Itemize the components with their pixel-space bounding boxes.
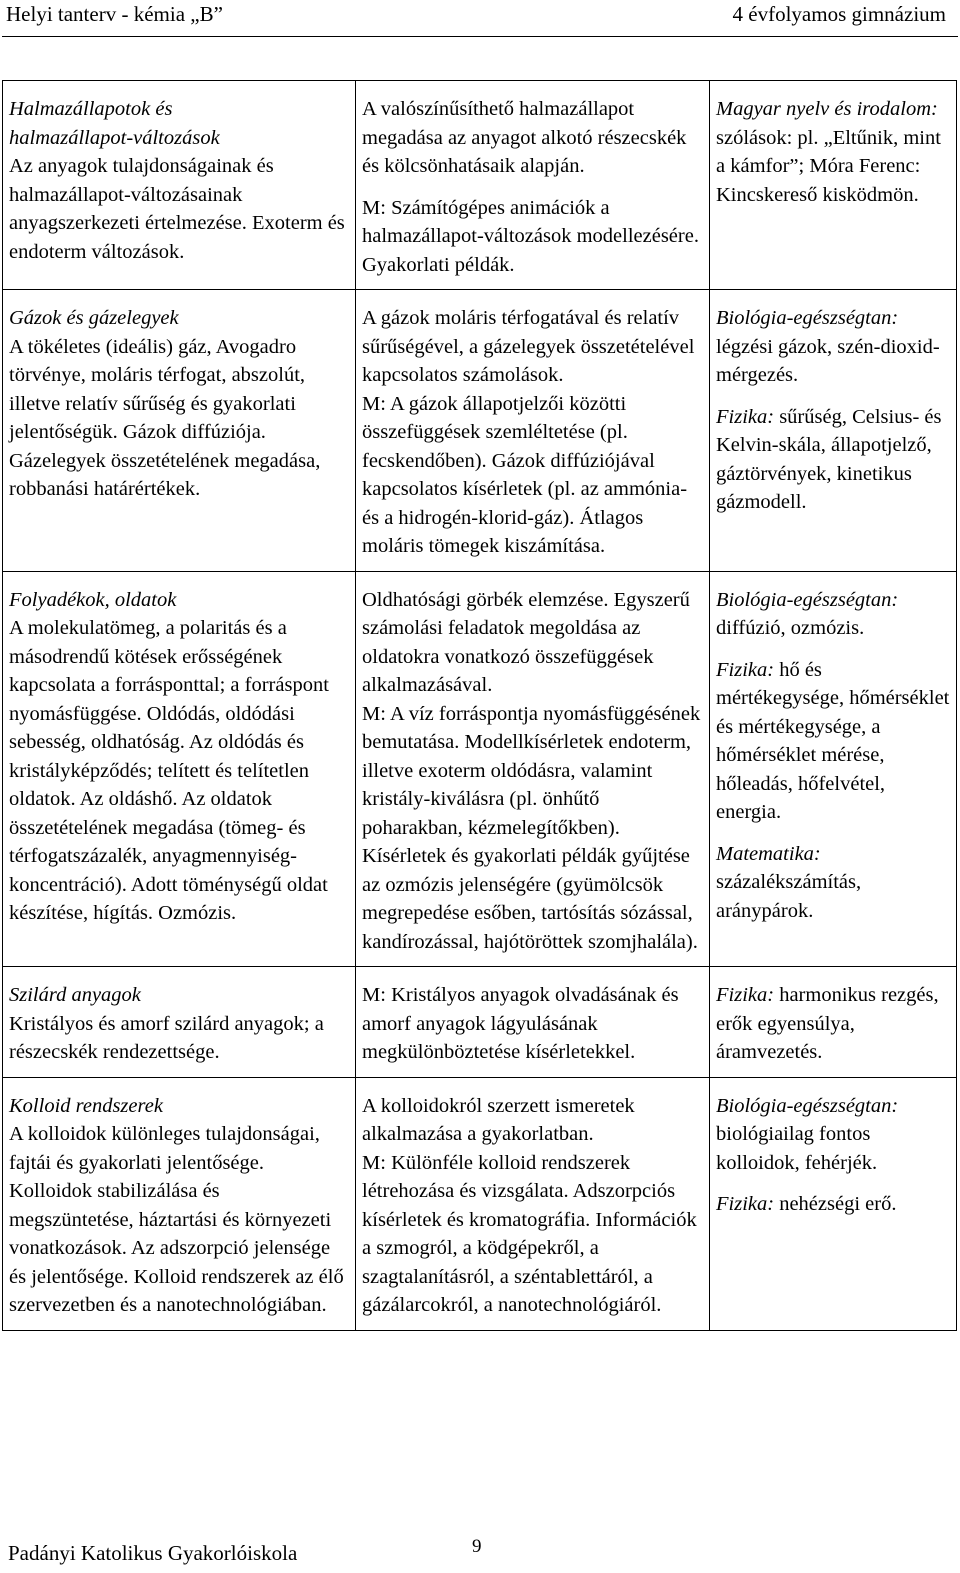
link-subject: Fizika:	[716, 1193, 775, 1215]
link-subject: Biológia-egészségtan:	[716, 307, 899, 329]
link-paragraph	[716, 656, 950, 827]
link-text: biológiailag fontos kolloidok, fehérjék.	[716, 1123, 878, 1174]
table-row	[3, 967, 957, 1078]
link-text: sűrűség, Celsius- és Kelvin-skála, állapotjelző, gáztörvények, kinetikus gázmodell.	[716, 405, 942, 513]
activity-paragraph	[362, 981, 703, 1067]
header-document-title: Helyi tanterv - kémia „B”	[6, 2, 223, 26]
link-subject: Matematika:	[716, 842, 821, 865]
activity-prefix: M:	[362, 392, 386, 415]
activity-paragraph	[362, 586, 703, 700]
link-text: légzési gázok, szén-dioxid-mérgezés.	[716, 335, 940, 386]
link-paragraph	[716, 1092, 950, 1178]
activity-paragraph	[362, 304, 703, 390]
table-row	[3, 1077, 957, 1330]
activity-paragraph	[362, 700, 703, 957]
activity-text: A víz forráspontja nyomásfüggésének bemutatása. Modellkísérletek endoterm, illetve exoterm oldódásra, valamint kristály-kiválásra (pl. önhűtő poharakban, kézmelegítőkben). Kísérletek és gyakorlati példák gyűjtése az ozmózis jelenségére (gyümölcsök megrepedése esőben, tartósítás sózással, kandírozással, hajótöröttek szomjhalála).	[362, 702, 701, 953]
link-text: százalékszámítás, aránypárok.	[716, 871, 862, 922]
activity-prefix: M:	[362, 984, 386, 1006]
link-paragraph	[716, 304, 950, 390]
link-subject: Biológia-egészségtan:	[716, 1094, 899, 1117]
topic-cell	[3, 571, 356, 967]
link-text: szólások: pl. „Eltűnik, mint a kámfor”; Móra Ferenc: Kincskereső kisködmön.	[716, 126, 941, 206]
topic-cell	[3, 81, 356, 290]
topic-cell	[3, 290, 356, 572]
activity-paragraph	[362, 390, 703, 561]
topic-title: Gázok és gázelegyek	[9, 307, 179, 329]
link-subject: Fizika:	[716, 405, 775, 428]
paragraph-gap	[362, 181, 703, 194]
activity-text: Számítógépes animációk a halmazállapot-változások modellezésére. Gyakorlati példák.	[362, 196, 699, 276]
footer-school-name: Padányi Katolikus Gyakorlóiskola	[8, 1541, 298, 1565]
topic-title: halmazállapot-változások	[9, 126, 220, 149]
link-text: harmonikus rezgés, erők egyensúlya, áramvezetés.	[716, 984, 939, 1063]
link-paragraph	[716, 403, 950, 517]
topic-title: Kolloid rendszerek	[9, 1094, 163, 1117]
activity-text: A valószínűsíthető halmazállapot megadása az anyagot alkotó részecskék és kölcsönhatásaik alapján.	[362, 98, 687, 177]
activity-text: Különféle kolloid rendszerek létrehozása és vizsgálata. Adszorpciós kísérletek és kromatográfia. Információk a szmogról, a ködgépekről, a szagtalanításról, a széntablettáról, a gázálarcokról, a nanotechnológiáról.	[362, 1151, 697, 1316]
links-cell	[710, 571, 957, 967]
topic-title: Halmazállapotok és	[9, 98, 173, 120]
page-header	[0, 0, 960, 30]
link-text: diffúzió, ozmózis.	[716, 617, 865, 639]
link-paragraph	[716, 1190, 950, 1219]
activity-text: A kolloidokról szerzett ismeretek alkalmazása a gyakorlatban.	[362, 1094, 635, 1145]
activities-cell	[356, 571, 710, 967]
link-subject: Biológia-egészségtan:	[716, 588, 899, 611]
topic-body: A tökéletes (ideális) gáz, Avogadro törvénye, moláris térfogat, abszolút, illetve relatív sűrűség és gyakorlati jelentőségük. Gázok diffúziója. Gázelegyek összetételének megadása, robbanási határértékek.	[9, 335, 321, 500]
link-paragraph	[716, 95, 950, 209]
link-subject: Fizika:	[716, 658, 775, 681]
paragraph-gap	[716, 390, 950, 403]
header-rule	[2, 36, 958, 37]
activity-paragraph	[362, 95, 703, 181]
topic-body: Kristályos és amorf szilárd anyagok; a részecskék rendezettsége.	[9, 1012, 324, 1063]
page-footer	[0, 1538, 960, 1572]
links-cell	[710, 967, 957, 1078]
paragraph-gap	[716, 827, 950, 840]
curriculum-table	[2, 80, 957, 1331]
links-cell	[710, 290, 957, 572]
topic-body: Az anyagok tulajdonságainak és halmazállapot-változásainak anyagszerkezeti értelmezése. Exoterm és endoterm változások.	[9, 155, 345, 263]
topic-cell	[3, 967, 356, 1078]
activity-text: Kristályos anyagok olvadásának és amorf anyagok lágyulásának megkülönböztetése kísérletekkel.	[362, 984, 679, 1063]
links-cell	[710, 81, 957, 290]
link-paragraph	[716, 981, 950, 1067]
activities-cell	[356, 290, 710, 572]
table-row	[3, 290, 957, 572]
page-number: 9	[472, 1536, 482, 1557]
activity-paragraph	[362, 194, 703, 280]
topic-cell	[3, 1077, 356, 1330]
link-subject: Magyar nyelv és irodalom:	[716, 98, 938, 120]
activity-prefix: M:	[362, 196, 386, 219]
link-subject: Fizika:	[716, 984, 775, 1006]
topic-title: Szilárd anyagok	[9, 984, 141, 1006]
topic-title: Folyadékok, oldatok	[9, 588, 177, 611]
link-paragraph	[716, 840, 950, 926]
topic-body: A molekulatömeg, a polaritás és a másodrendű kötések erősségének kapcsolata a forrásponttal; a forráspont nyomásfüggése. Oldódás, oldódási sebesség, oldhatóság. Az oldódás és kristályképződés; telített és telítetlen oldatok. Az oldáshő. Az oldatok összetételének megadása (tömeg- és térfogatszázalék, anyagmennyiség-koncentráció). Adott töménységű oldat készítése, hígítás. Ozmózis.	[9, 617, 329, 924]
paragraph-gap	[716, 1177, 950, 1190]
paragraph-gap	[716, 643, 950, 656]
activity-paragraph	[362, 1092, 703, 1149]
topic-body: A kolloidok különleges tulajdonságai, fajtái és gyakorlati jelentősége. Kolloidok stabilizálása és megszüntetése, háztartási és környezeti vonatkozások. Az adszorpció jelensége és jelentősége. Kolloid rendszerek az élő szervezetben és a nanotechnológiában.	[9, 1123, 344, 1316]
table-row	[3, 571, 957, 967]
activity-prefix: M:	[362, 702, 386, 725]
header-school-type: 4 évfolyamos gimnázium	[732, 2, 946, 26]
table-row	[3, 81, 957, 290]
link-paragraph	[716, 586, 950, 643]
activities-cell	[356, 967, 710, 1078]
activity-text: Oldhatósági görbék elemzése. Egyszerű számolási feladatok megoldása az oldatokra vonatkozó összefüggések alkalmazásával.	[362, 588, 690, 696]
link-text: nehézségi erő.	[779, 1193, 897, 1215]
links-cell	[710, 1077, 957, 1330]
activities-cell	[356, 1077, 710, 1330]
link-text: hő és mértékegysége, hőmérséklet és mértékegysége, a hőmérséklet mérése, hőleadás, hőfelvétel, energia.	[716, 658, 950, 823]
activity-paragraph	[362, 1149, 703, 1320]
activity-text: A gázok állapotjelzői közötti összefüggések szemléltetése (pl. fecskendőben). Gázok diffúziójával kapcsolatos kísérletek (pl. az ammónia- és a hidrogén-klorid-gáz). Átlagos moláris tömegek kiszámítása.	[362, 392, 688, 557]
activities-cell	[356, 81, 710, 290]
activity-prefix: M:	[362, 1151, 386, 1174]
activity-text: A gázok moláris térfogatával és relatív sűrűségével, a gázelegyek összetételével kapcsolatos számolások.	[362, 307, 695, 386]
